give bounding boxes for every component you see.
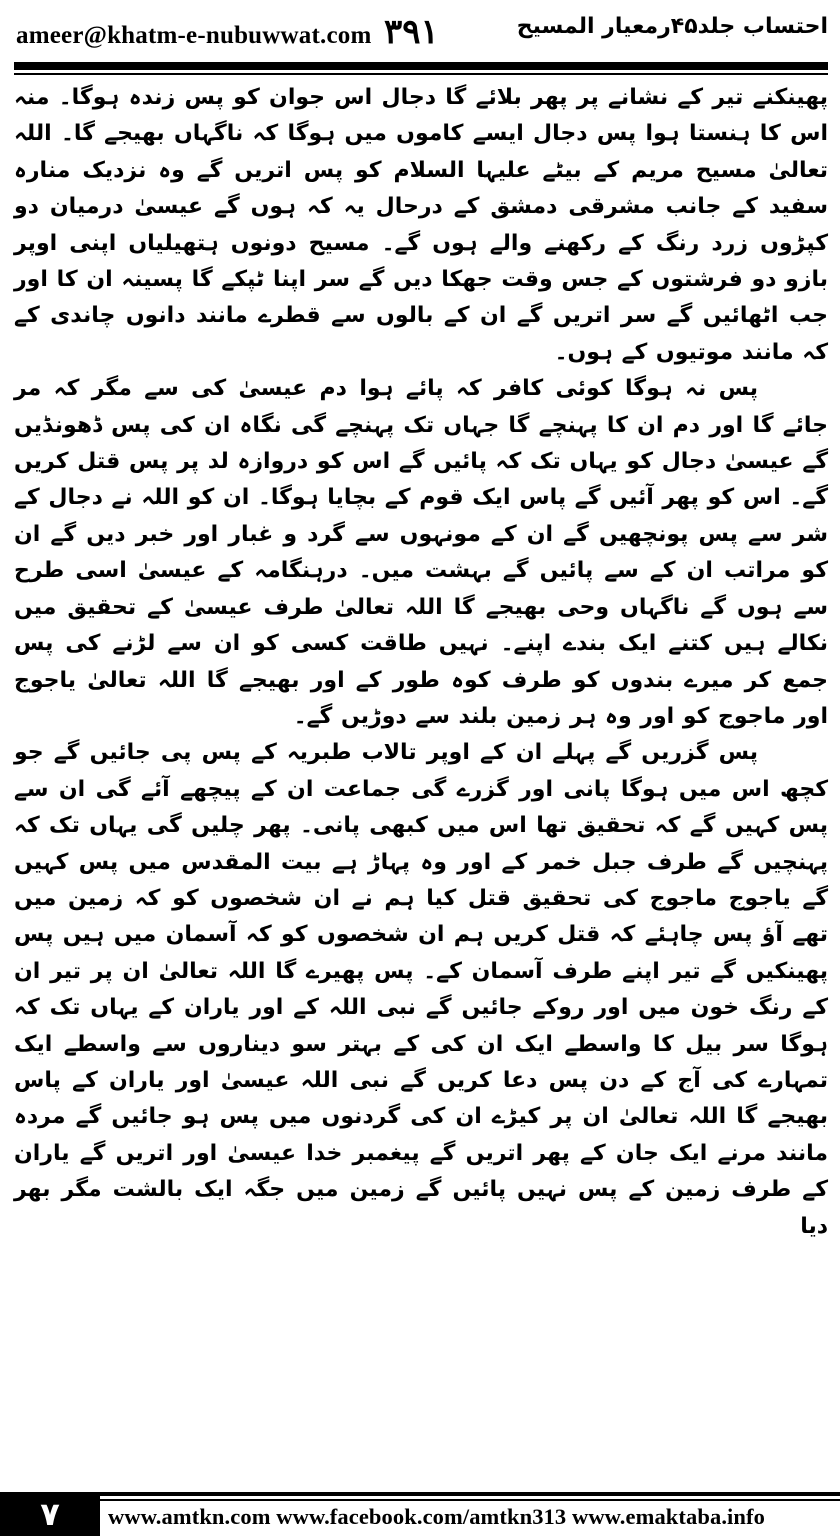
header-page-number: ۳۹۱ bbox=[384, 12, 439, 52]
header-rule-thick bbox=[14, 62, 828, 70]
page-body bbox=[14, 80, 828, 1245]
header-book-title: احتساب جلد۴۵رمعیار المسیح bbox=[516, 14, 828, 39]
page-footer bbox=[0, 1488, 840, 1540]
paragraph-1: پھینکنے تیر کے نشانے پر پھر بلائے گا دجال اس جوان کو پس زندہ ہوگا۔ منہ اس کا ہنستا ہوا پس دجال ایسے کاموں میں ہوگا کہ ناگہاں بھیجے گا۔ اللہ تعالیٰ مسیح مریم کے بیٹے علیہا السلام کو پس اتریں گے وہ نزدیک منارہ سفید کے جانب مشرقی دمشق کے درحال یہ کہ ہوں گے عیسیٰ درمیان دو کپڑوں زرد رنگ کے رکھنے والے ہوں گے۔ مسیح دونوں ہتھیلیاں اپنی اوپر بازو دو فرشتوں کے جس وقت جھکا دیں گے سر اپنا ٹپکے گا پسینہ ان کا اور جب اٹھائیں گے سر اتریں گے ان کے بالوں سے قطرے مانند دانوں چاندی کے کہ مانند موتیوں کے ہوں۔ bbox=[14, 85, 829, 365]
paragraph-3: پس گزریں گے پہلے ان کے اوپر تالاب طبریہ کے پس پی جائیں گے جو کچھ اس میں ہوگا پانی اور گزرے گی جماعت ان کے پیچھے آئے گی ان سے پس کہیں گے کہ تحقیق تھا اس میں کبھی پانی۔ پھر چلیں گی یہاں تک کہ پہنچیں گے طرف جبل خمر کے اور وہ پہاڑ ہے بیت المقدس میں پس کہیں گے یاجوج ماجوج کی تحقیق قتل کیا ہم نے ان شخصوں کو کہ زمین میں تھے آؤ پس چاہئے کہ قتل کریں ہم ان شخصوں کو کہ آسمان میں ہیں پس پھینکیں گے تیر اپنے طرف آسمان کے۔ پس پھیرے گا اللہ تعالیٰ ان پر تیر ان کے رنگ خون میں اور روکے جائیں گے نبی اللہ کے اور یاران کے یہاں تک کہ ہوگا سر بیل کا واسطے ایک ان کی کے بہتر سو دیناروں سے واسطے ایک تمہارے کی آج کے دن پس دعا کریں گے نبی اللہ عیسیٰ اور یاران کے پاس بھیجے گا اللہ تعالیٰ ان پر کیڑے ان کی گردنوں میں پس ہو جائیں گے مردہ مانند مرنے ایک جان کے پھر اتریں گے پیغمبر خدا عیسیٰ اور اتریں گے یاران کے طرف زمین کے پس نہیں پائیں گے زمین میں جگہ ایک بالشت مگر بھر دیا bbox=[14, 740, 828, 1239]
footer-rule-thin bbox=[100, 1499, 840, 1501]
header-rule-thin bbox=[14, 73, 828, 75]
paragraph-2: پس نہ ہوگا کوئی کافر کہ پائے ہوا دم عیسیٰ کی سے مگر کہ مر جائے گا اور دم ان کا پہنچے گا جہاں تک پہنچے گی نگاہ ان کی پس ڈھونڈیں گے عیسیٰ دجال کو یہاں تک کہ پائیں گے اس کو دروازہ لد پر پس قتل کریں گے۔ اس کو پھر آئیں گے پاس ایک قوم کے بچایا ہوگا۔ ان کو اللہ نے دجال کے شر سے پس پونچھیں گے ان کے مونہوں سے گرد و غبار اور خبر دیں گے ان کو مراتب ان کے سے پائیں گے بہشت میں۔ درہنگامہ کے عیسیٰ اسی طرح سے ہوں گے ناگہاں وحی بھیجے گا اللہ تعالیٰ طرف عیسیٰ کے تحقیق میں نکالے ہیں کتنے ایک بندے اپنے۔ نہیں طاقت کسی کو ان سے لڑنے کی پس جمع کر میرے بندوں کو طرف کوہ طور کے اور بھیجے گا اللہ تعالیٰ یاجوج اور ماجوج کو اور وہ ہر زمین بلند سے دوڑیں گے۔ bbox=[14, 376, 828, 729]
header-email: ameer@khatm-e-nubuwwat.com bbox=[16, 22, 372, 49]
page-header bbox=[0, 0, 840, 60]
footer-rule-thick bbox=[100, 1492, 840, 1496]
footer-links[interactable]: www.amtkn.com www.facebook.com/amtkn313 www.emaktaba.info bbox=[108, 1504, 765, 1529]
footer-page-number: ۷ bbox=[0, 1492, 100, 1536]
